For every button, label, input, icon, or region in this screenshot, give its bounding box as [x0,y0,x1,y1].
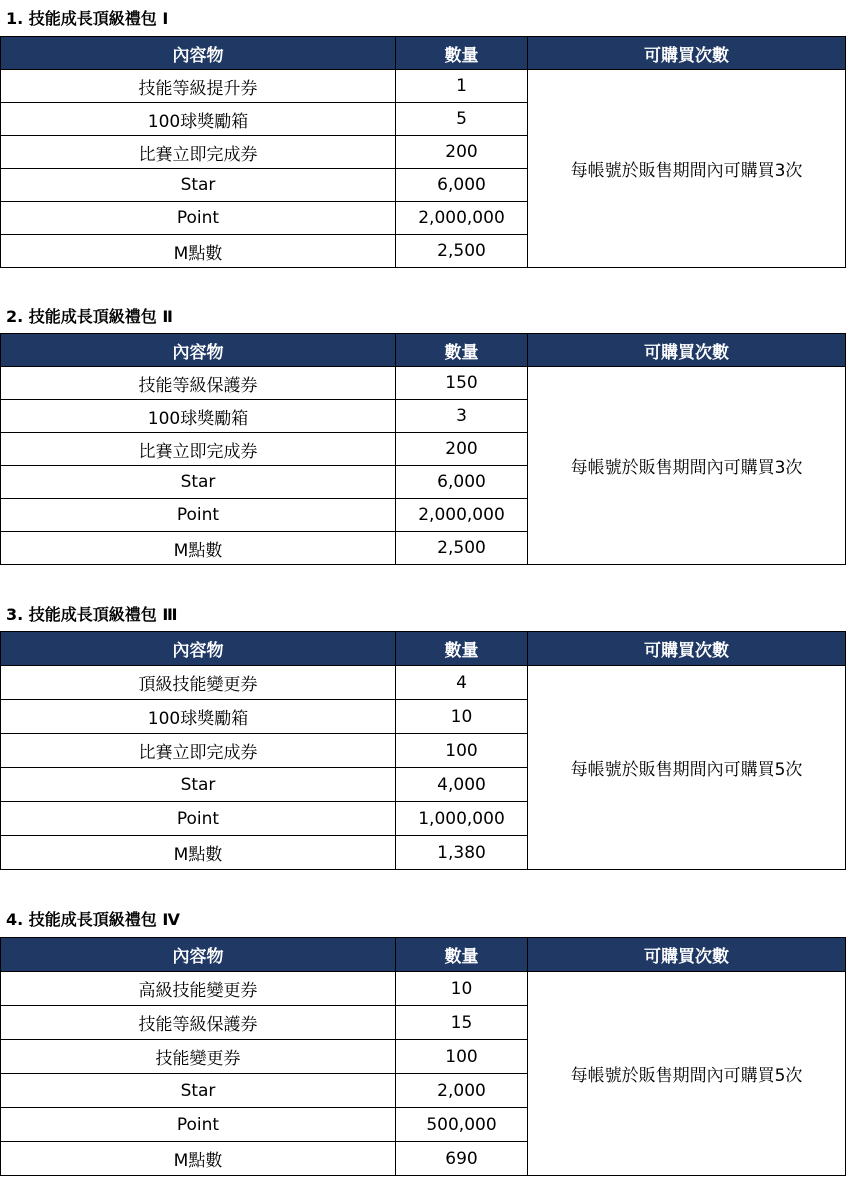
table-header-row [1,632,846,666]
item-cell: 比賽立即完成券 [1,136,396,169]
item-cell: M點數 [1,1142,396,1176]
package-title: 3. 技能成長頂級禮包 Ⅲ [6,605,178,624]
qty-cell: 6,000 [396,169,528,202]
header-qty: 數量 [396,938,528,972]
limit-cell: 每帳號於販售期間內可購買3次 [528,367,846,565]
limit-cell: 每帳號於販售期間內可購買5次 [528,972,846,1176]
qty-cell: 2,000,000 [396,202,528,235]
item-cell: M點數 [1,532,396,565]
package-title: 2. 技能成長頂級禮包 Ⅱ [6,307,173,326]
header-limit: 可購買次數 [528,334,846,367]
qty-cell: 200 [396,136,528,169]
item-cell: Point [1,1108,396,1142]
item-cell: Star [1,768,396,802]
header-item: 內容物 [1,37,396,70]
qty-cell: 2,500 [396,532,528,565]
item-cell: 比賽立即完成券 [1,734,396,768]
item-cell: 100球獎勵箱 [1,103,396,136]
table-header-row [1,334,846,367]
qty-cell: 4 [396,666,528,700]
qty-cell: 2,000,000 [396,499,528,532]
header-item: 內容物 [1,938,396,972]
qty-cell: 15 [396,1006,528,1040]
header-limit: 可購買次數 [528,632,846,666]
qty-cell: 1 [396,70,528,103]
qty-cell: 2,500 [396,235,528,268]
header-qty: 數量 [396,632,528,666]
qty-cell: 5 [396,103,528,136]
header-qty: 數量 [396,37,528,70]
qty-cell: 1,000,000 [396,802,528,836]
qty-cell: 500,000 [396,1108,528,1142]
item-cell: M點數 [1,235,396,268]
qty-cell: 690 [396,1142,528,1176]
package-title: 4. 技能成長頂級禮包 Ⅳ [6,910,180,929]
header-limit: 可購買次數 [528,938,846,972]
qty-cell: 2,000 [396,1074,528,1108]
item-cell: 100球獎勵箱 [1,700,396,734]
item-cell: 技能等級保護券 [1,367,396,400]
qty-cell: 6,000 [396,466,528,499]
item-cell: Star [1,169,396,202]
qty-cell: 4,000 [396,768,528,802]
qty-cell: 150 [396,367,528,400]
item-cell: 100球獎勵箱 [1,400,396,433]
item-cell: 技能等級保護券 [1,1006,396,1040]
package-table [0,36,846,268]
table-row [1,367,846,400]
header-limit: 可購買次數 [528,37,846,70]
qty-cell: 100 [396,1040,528,1074]
table-row [1,666,846,700]
header-qty: 數量 [396,334,528,367]
header-item: 內容物 [1,632,396,666]
package-table [0,631,846,870]
item-cell: Star [1,1074,396,1108]
header-item: 內容物 [1,334,396,367]
item-cell: Star [1,466,396,499]
table-header-row [1,938,846,972]
item-cell: M點數 [1,836,396,870]
item-cell: 技能變更券 [1,1040,396,1074]
qty-cell: 10 [396,700,528,734]
package-table [0,333,846,565]
package-title: 1. 技能成長頂級禮包 Ⅰ [6,9,169,28]
table-row [1,972,846,1006]
item-cell: Point [1,202,396,235]
item-cell: 高級技能變更券 [1,972,396,1006]
qty-cell: 10 [396,972,528,1006]
item-cell: Point [1,802,396,836]
item-cell: 比賽立即完成券 [1,433,396,466]
item-cell: 頂級技能變更券 [1,666,396,700]
table-header-row [1,37,846,70]
qty-cell: 3 [396,400,528,433]
table-row [1,70,846,103]
item-cell: 技能等級提升券 [1,70,396,103]
qty-cell: 1,380 [396,836,528,870]
item-cell: Point [1,499,396,532]
qty-cell: 100 [396,734,528,768]
limit-cell: 每帳號於販售期間內可購買3次 [528,70,846,268]
qty-cell: 200 [396,433,528,466]
package-table [0,937,846,1176]
limit-cell: 每帳號於販售期間內可購買5次 [528,666,846,870]
